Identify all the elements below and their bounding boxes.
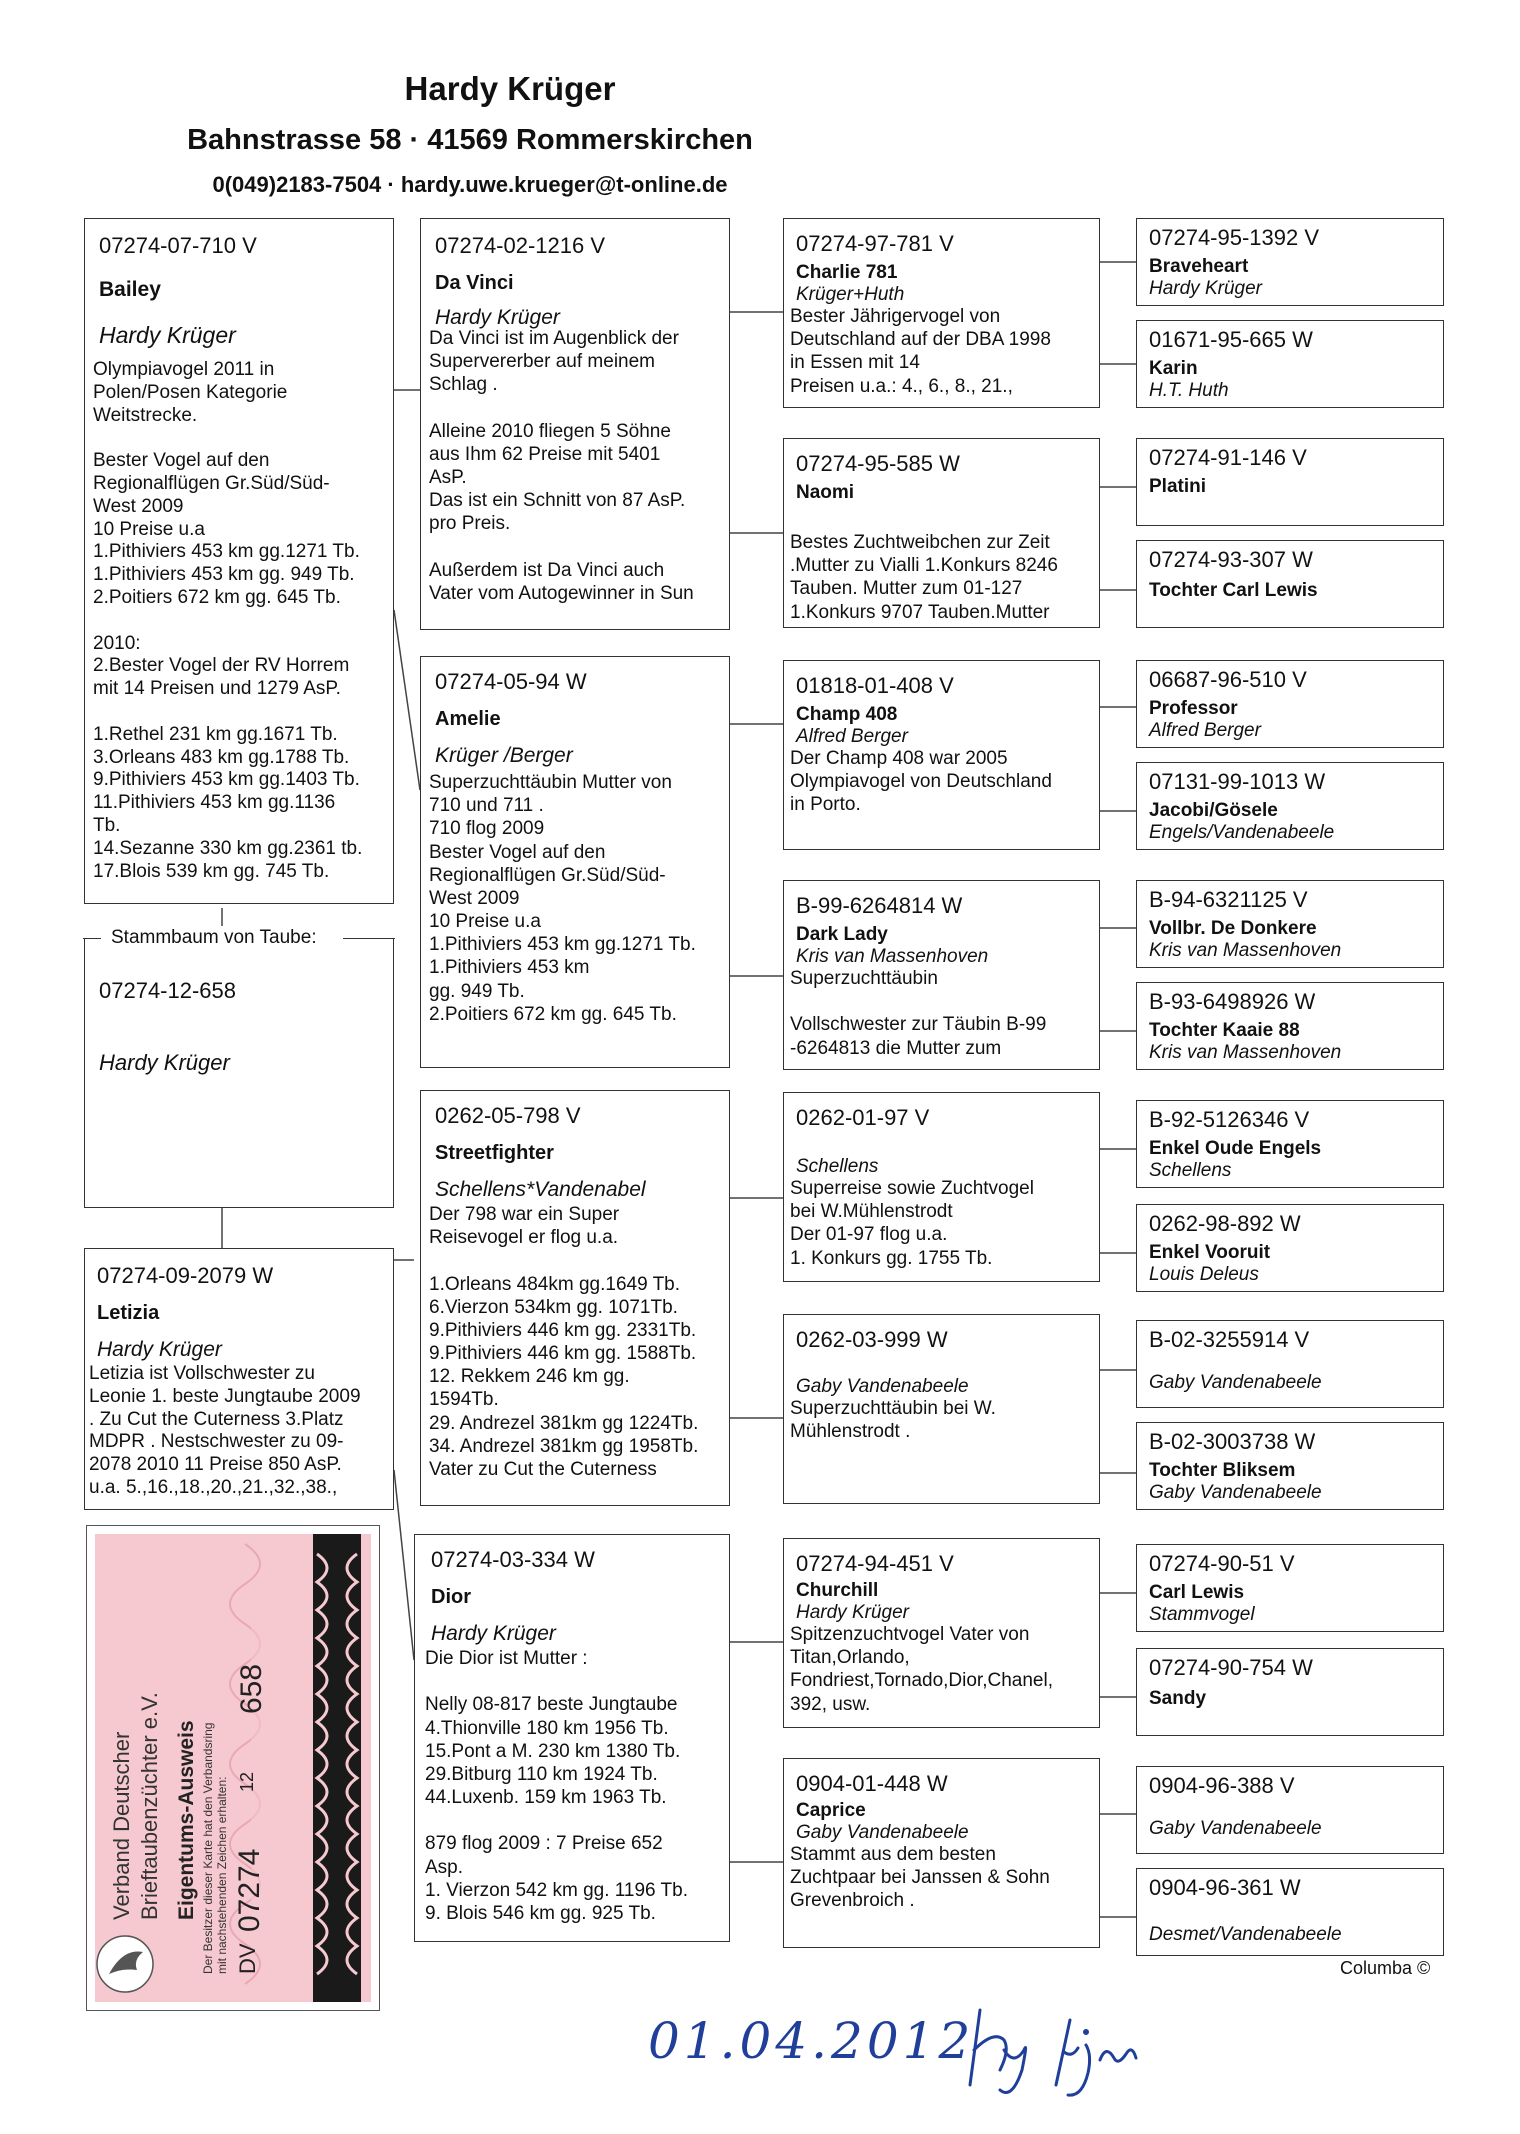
grandparent-ring: 07274-02-1216 V [435,233,606,258]
ggp-name: Naomi [796,482,855,503]
g4-owner: Gaby Vandenabeele [1149,1482,1322,1503]
g4-box [1136,1422,1444,1510]
g4-box [1136,1766,1444,1854]
g4-box [1136,880,1444,968]
ggp-ring: 0262-01-97 V [796,1105,930,1130]
g4-box [1136,320,1444,408]
mother-owner: Hardy Krüger [97,1338,222,1361]
father-box [84,218,394,904]
g4-ring: B-93-6498926 W [1149,989,1316,1014]
g4-name: Karin [1149,358,1198,379]
g4-box [1136,1648,1444,1736]
copyright-label: Columba © [1340,1958,1431,1978]
g4-ring: 06687-96-510 V [1149,667,1307,692]
g4-name: Carl Lewis [1149,1582,1245,1603]
g4-owner: Schellens [1149,1160,1232,1181]
mother-ring: 07274-09-2079 W [97,1263,274,1288]
ownership-card [86,1525,380,2011]
ggp-description: Superzuchttäubin bei W. Mühlenstrodt . [790,1398,996,1443]
grandparent-name: Amelie [435,708,501,730]
great-grandparent-box [783,1314,1100,1504]
ggp-name: Dark Lady [796,924,888,945]
g4-owner: Louis Deleus [1149,1264,1259,1285]
g4-owner: Hardy Krüger [1149,278,1262,299]
mother-box [84,1248,394,1510]
g4-ring: 0904-96-361 W [1149,1875,1301,1900]
g4-name: Braveheart [1149,256,1249,277]
card-ring-number: 658 [235,1663,268,1714]
ggp-description: Spitzenzuchtvogel Vater von Titan,Orlando, Fondriest,Tornado,Dior,Chanel, 392, usw. [790,1624,1053,1715]
grandparent-description: Die Dior ist Mutter : Nelly 08-817 beste Jungtaube 4.Thionville 180 km 1956 Tb. 15.Pont a M. 230 km 1380 Tb. 29.Bitburg 110 km 1924 Tb. 44.Luxenb. 159 km 1963 Tb. 879 flog 2009 : 7 Preise 652 Asp. 1. Vierzon 542 km gg. 1196 Tb. 9. Blois 546 km gg. 925 Tb. [425,1648,689,1924]
ggp-ring: 0262-03-999 W [796,1327,948,1352]
g4-box [1136,1320,1444,1408]
g4-ring: 0904-96-388 V [1149,1773,1295,1798]
breeder-contact: 0(049)2183-7504 · hardy.uwe.krueger@t-online.de [212,172,728,197]
handwritten-signature [960,1990,1200,2100]
grandparent-owner: Hardy Krüger [431,1622,556,1645]
card-title: Eigentums-Ausweis [175,1720,198,1920]
breeder-address: Bahnstrasse 58 · 41569 Rommerskirchen [187,124,753,156]
g4-ring: B-02-3003738 W [1149,1429,1316,1454]
g4-owner: Stammvogel [1149,1604,1255,1625]
g4-name: Platini [1149,476,1207,497]
g4-ring: B-02-3255914 V [1149,1327,1310,1352]
g4-name: Vollbr. De Donkere [1149,918,1317,939]
ggp-description: Der Champ 408 war 2005 Olympiavogel von Deutschland in Porto. [790,748,1052,816]
card-ring-prefix: DV [235,1943,260,1974]
ggp-ring: 07274-94-451 V [796,1551,954,1576]
ggp-owner: Hardy Krüger [796,1602,909,1623]
ggp-owner: Gaby Vandenabeele [796,1376,969,1397]
ggp-owner: Kris van Massenhoven [796,946,989,967]
great-grandparent-box [783,660,1100,850]
breeder-name: Hardy Krüger [404,70,616,107]
ownership-card-background [95,1534,371,2002]
ggp-ring: 07274-97-781 V [796,231,954,256]
grandparent-owner: Krüger /Berger [435,744,573,767]
g4-ring: 07274-95-1392 V [1149,225,1320,250]
subject-ring: 07274-12-658 [99,978,237,1003]
g4-box [1136,218,1444,306]
ggp-description: Stammt aus dem besten Zuchtpaar bei Janssen & Sohn Grevenbroich . [790,1844,1050,1912]
g4-ring: 07131-99-1013 W [1149,769,1326,794]
great-grandparent-box [783,438,1100,628]
g4-owner: Kris van Massenhoven [1149,940,1342,961]
card-note-line2: mit nachstehenden Zeichen erhalten: [215,1776,229,1974]
g4-ring: 01671-95-665 W [1149,327,1313,352]
ggp-owner: Gaby Vandenabeele [796,1822,969,1843]
grandparent-owner: Hardy Krüger [435,306,560,329]
ggp-name: Charlie 781 [796,262,898,283]
great-grandparent-box [783,880,1100,1070]
g4-ring: 07274-91-146 V [1149,445,1307,470]
g4-ring: 07274-93-307 W [1149,547,1313,572]
grandparent-description: Da Vinci ist im Augenblick der Supervererber auf meinem Schlag . Alleine 2010 fliegen 5 Söhne aus Ihm 62 Preise mit 5401 AsP. Das ist ein Schnitt von 87 AsP. pro Preis. Außerdem ist Da Vinci auch Vater vom Autogewinner in Sun [429,328,694,604]
ggp-description: Bestes Zuchtweibchen zur Zeit .Mutter zu Vialli 1.Konkurs 8246 Tauben. Mutter zum 01-127 1.Konkurs 9707 Tauben.Mutter [790,532,1058,623]
g4-box [1136,1204,1444,1292]
grandparent-name: Dior [431,1586,471,1608]
grandparent-box [420,656,730,1068]
great-grandparent-box [783,1092,1100,1282]
g4-box [1136,1544,1444,1632]
ggp-owner: Schellens [796,1156,879,1177]
g4-owner: Gaby Vandenabeele [1149,1372,1322,1393]
card-association-line2: Brieftaubenzüchter e.V. [137,1692,162,1920]
g4-box [1136,1100,1444,1188]
g4-box [1136,1868,1444,1956]
g4-ring: 0262-98-892 W [1149,1211,1301,1236]
great-grandparent-box [783,1758,1100,1948]
grandparent-box [420,1090,730,1506]
grandparent-ring: 07274-03-334 W [431,1547,595,1572]
mother-name: Letizia [97,1302,160,1324]
father-ring: 07274-07-710 V [99,233,257,258]
card-association-line1: Verband Deutscher [109,1731,134,1920]
card-ring-club: 07274 [233,1848,266,1932]
grandparent-description: Superzuchttäubin Mutter von 710 und 711 . 710 flog 2009 Bester Vogel auf den Regionalflügen Gr.Süd/Süd- West 2009 10 Preise u.a 1.Pithiviers 453 km gg.1271 Tb. 1.Pithiviers 453 km gg. 949 Tb. 2.Poitiers 672 km gg. 645 Tb. [429,772,696,1025]
card-ring-year: 12 [237,1771,257,1792]
signed-date: 01.04.2012 [648,2012,975,2070]
ggp-description: Bester Jährigervogel von Deutschland auf der DBA 1998 in Essen mit 14 Preisen u.a.: 4., 6., 8., 21., [790,306,1051,397]
g4-box [1136,762,1444,850]
father-description: Olympiavogel 2011 in Polen/Posen Kategorie Weitstrecke. Bester Vogel auf den Regionalflügen Gr.Süd/Süd- West 2009 10 Preise u.a 1.Pithiviers 453 km gg.1271 Tb. 1.Pithiviers 453 km gg. 949 Tb. 2.Poitiers 672 km gg. 645 Tb. 2010: 2.Bester Vogel der RV Horrem mit 14 Preisen und 1279 AsP. 1.Rethel 231 km gg.1671 Tb. 3.Orleans 483 km gg.1788 Tb. 9.Pithiviers 453 km gg.1403 Tb. 11.Pithiviers 453 km gg.1136 Tb. 14.Sezanne 330 km gg.2361 tb. 17.Blois 539 km gg. 745 Tb. [93,359,363,882]
g4-owner: Kris van Massenhoven [1149,1042,1342,1063]
g4-owner: Gaby Vandenabeele [1149,1818,1322,1839]
g4-owner: Desmet/Vandenabeele [1149,1924,1342,1945]
ggp-name: Churchill [796,1580,879,1601]
g4-name: Tochter Carl Lewis [1149,580,1318,601]
g4-box [1136,540,1444,628]
grandparent-description: Der 798 war ein Super Reisevogel er flog u.a. 1.Orleans 484km gg.1649 Tb. 6.Vierzon 534km gg. 1071Tb. 9.Pithiviers 446 km gg. 2331Tb. 9.Pithiviers 446 km gg. 1588Tb. 12. Rekkem 246 km gg. 1594Tb. 29. Andrezel 381km gg 1224Tb. 34. Andrezel 381km gg 1958Tb. Vater zu Cut the Cuterness [429,1204,699,1480]
g4-name: Tochter Kaaie 88 [1149,1020,1300,1041]
g4-owner: Engels/Vandenabeele [1149,822,1335,843]
ggp-name: Caprice [796,1800,866,1821]
great-grandparent-box [783,1538,1100,1728]
grandparent-box [420,218,730,630]
g4-name: Jacobi/Gösele [1149,800,1278,821]
ggp-ring: B-99-6264814 W [796,893,963,918]
g4-name: Sandy [1149,1688,1207,1709]
subject-owner: Hardy Krüger [99,1050,230,1075]
g4-name: Enkel Vooruit [1149,1242,1271,1263]
grandparent-box [414,1534,730,1942]
g4-owner: Alfred Berger [1149,720,1261,741]
g4-name: Enkel Oude Engels [1149,1138,1322,1159]
ggp-owner: Alfred Berger [796,726,908,747]
ggp-name: Champ 408 [796,704,898,725]
g4-owner: H.T. Huth [1149,380,1229,401]
great-grandparent-box [783,218,1100,408]
grandparent-name: Da Vinci [435,272,514,294]
grandparent-ring: 0262-05-798 V [435,1103,581,1128]
father-name: Bailey [99,278,161,301]
ggp-ring: 07274-95-585 W [796,451,960,476]
subject-box [84,927,394,1208]
g4-box [1136,438,1444,526]
ggp-owner: Krüger+Huth [796,284,905,305]
card-note-line1: Der Besitzer dieser Karte hat den Verbandsring [201,1722,215,1974]
grandparent-name: Streetfighter [435,1142,554,1164]
g4-ring: B-94-6321125 V [1149,887,1308,912]
father-owner: Hardy Krüger [99,322,236,348]
g4-ring: 07274-90-51 V [1149,1551,1295,1576]
g4-ring: B-92-5126346 V [1149,1107,1310,1132]
ggp-ring: 0904-01-448 W [796,1771,948,1796]
mother-description: Letizia ist Vollschwester zu Leonie 1. beste Jungtaube 2009 . Zu Cut the Cuterness 3.Platz MDPR . Nestschwester zu 09- 2078 2010 11 Preise 850 AsP. u.a. 5.,16.,18.,20.,21.,32.,38., [89,1363,361,1498]
grandparent-ring: 07274-05-94 W [435,669,587,694]
g4-box [1136,660,1444,748]
g4-box [1136,982,1444,1070]
g4-name: Tochter Bliksem [1149,1460,1296,1481]
ggp-ring: 01818-01-408 V [796,673,954,698]
g4-ring: 07274-90-754 W [1149,1655,1313,1680]
grandparent-owner: Schellens*Vandenabel [435,1178,646,1201]
subject-label: Stammbaum von Taube: [105,926,323,949]
g4-name: Professor [1149,698,1238,719]
ggp-description: Superzuchttäubin Vollschwester zur Täubin B-99 -6264813 die Mutter zum [790,968,1047,1059]
ggp-description: Superreise sowie Zuchtvogel bei W.Mühlenstrodt Der 01-97 flog u.a. 1. Konkurs gg. 1755 Tb. [790,1178,1034,1269]
